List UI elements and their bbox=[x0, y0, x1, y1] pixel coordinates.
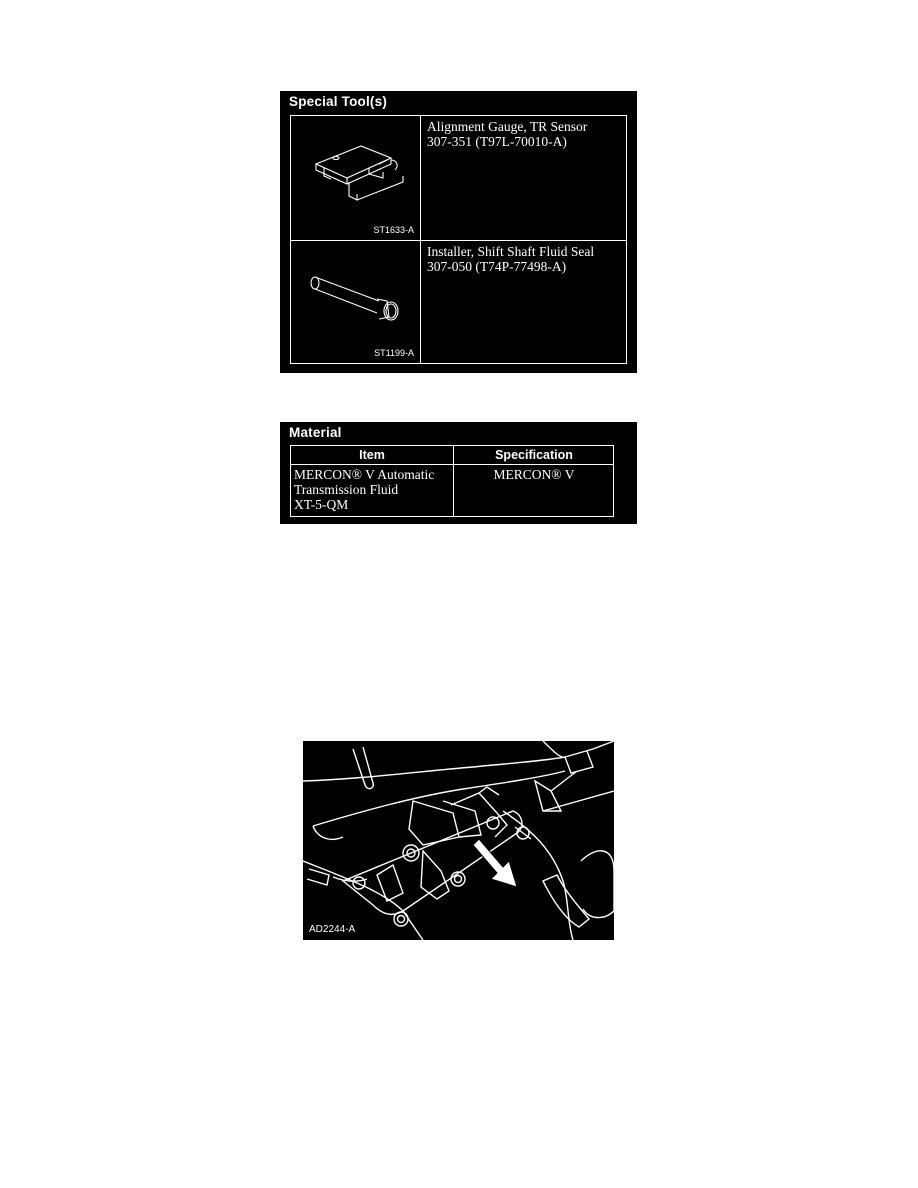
tool-description bbox=[427, 244, 622, 274]
material-title: Material bbox=[289, 425, 342, 440]
material-item-line: XT-5-QM bbox=[294, 497, 349, 512]
special-tools-title: Special Tool(s) bbox=[289, 94, 388, 109]
illustration-drawing bbox=[303, 741, 614, 940]
tool-description-line: 307-050 (T74P-77498-A) bbox=[427, 259, 567, 274]
column-header-specification: Specification bbox=[495, 448, 573, 462]
material-item-line: MERCON® V Automatic bbox=[294, 467, 435, 482]
tool-row bbox=[291, 116, 626, 241]
tool-description-line: Alignment Gauge, TR Sensor bbox=[427, 119, 588, 134]
sensor-connector-illustration bbox=[303, 741, 614, 940]
tool-description-line: Installer, Shift Shaft Fluid Seal bbox=[427, 244, 595, 259]
tool-row bbox=[291, 241, 626, 363]
tool-image-code: ST1633-A bbox=[373, 225, 414, 235]
material-item-line: Transmission Fluid bbox=[294, 482, 399, 497]
illustration-code: AD2244-A bbox=[309, 924, 356, 935]
tool-description-line: 307-351 (T97L-70010-A) bbox=[427, 134, 567, 149]
material-table bbox=[290, 445, 614, 517]
seal-installer-drawing bbox=[291, 241, 421, 363]
material-item-cell bbox=[294, 467, 450, 512]
tool-description bbox=[427, 119, 622, 149]
material-table-header bbox=[291, 446, 613, 465]
pointer-arrow-icon bbox=[473, 839, 517, 887]
alignment-gauge-image bbox=[291, 116, 421, 240]
tool-image-code: ST1199-A bbox=[374, 348, 414, 358]
seal-installer-image bbox=[291, 241, 421, 363]
material-specification-cell: MERCON® V bbox=[493, 467, 575, 482]
special-tools-table bbox=[290, 115, 627, 364]
column-header-item: Item bbox=[359, 448, 385, 462]
special-tools-panel bbox=[280, 91, 637, 373]
alignment-gauge-drawing bbox=[291, 116, 421, 240]
material-panel bbox=[280, 422, 637, 524]
